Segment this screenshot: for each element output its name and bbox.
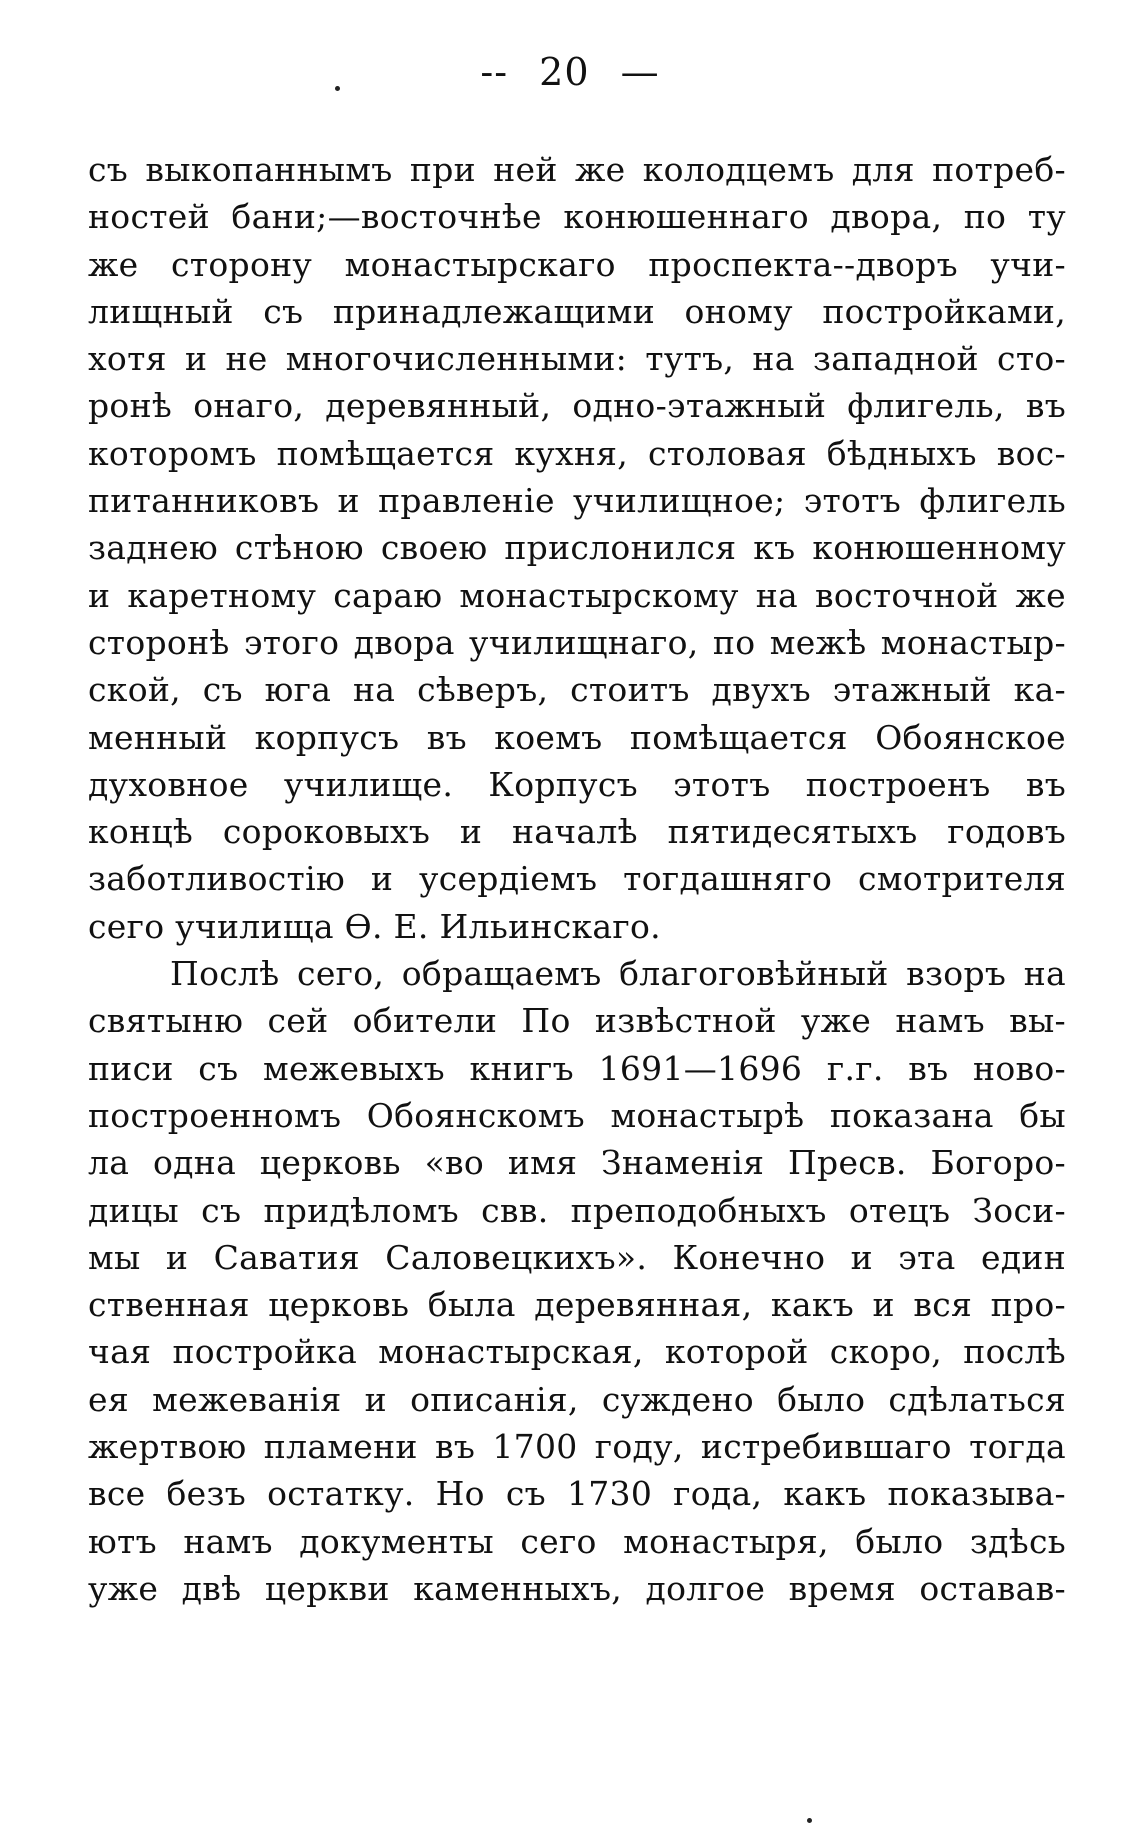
text-line: концѣ сороковыхъ и началѣ пятидесятыхъ годовъ [88,812,1066,852]
text-line: хотя и не многочисленными: тутъ, на западной сто- [88,339,1066,379]
text-line: лищный съ принадлежащими оному постройками, [88,291,1066,331]
text-line: святыню сей обители По извѣстной уже намъ вы- [88,1001,1066,1041]
text-line: ла одна церковь «во имя Знаменія Пресв. Богоро- [88,1143,1066,1183]
page-number: 20 [539,50,590,94]
text-line: сторонѣ этого двора училищнаго, по межѣ монастыр- [88,622,1066,662]
text-line: питанниковъ и правленіе училищное; этотъ флигель [88,481,1066,521]
text-line: писи съ межевыхъ книгъ 1691—1696 г.г. въ ново- [88,1048,1066,1088]
text-line: уже двѣ церкви каменныхъ, долгое время оставав- [88,1568,1066,1608]
text-line: съ выкопаннымъ при ней же колодцемъ для потреб- [88,150,1066,189]
text-line: ностей бани;—восточнѣе конюшеннаго двора, по ту [88,197,1066,237]
text-line: же сторону монастырскаго проспекта--дворъ учи- [88,244,1066,284]
text-line: менный корпусъ въ коемъ помѣщается Обоянское [88,717,1066,757]
text-line: жертвою пламени въ 1700 году, истребившаго тогда [88,1427,1066,1467]
text-line: построенномъ Обоянскомъ монастырѣ показана бы [88,1095,1066,1135]
text-line: мы и Саватия Саловецкихъ». Конечно и эта един [88,1237,1066,1277]
text-line: ютъ намъ документы сего монастыря, было здѣсь [88,1521,1066,1561]
page-header [0,50,1140,94]
paragraph-end-line: сего училища Ѳ. Е. Ильинскаго. [88,906,661,946]
paragraph-start-line: Послѣ сего, обращаемъ благоговѣйный взоръ на [170,954,1066,994]
print-speck [335,86,340,91]
text-line: заднею стѣною своею прислонился къ конюшенному [88,528,1066,568]
text-line: ственная церковь была деревянная, какъ и вся про- [88,1285,1066,1325]
text-line: которомъ помѣщается кухня, столовая бѣдныхъ вос- [88,433,1066,473]
body-text [88,146,1066,1612]
text-line: ронѣ онаго, деревянный, одно-этажный флигель, въ [88,386,1066,426]
text-line: все безъ остатку. Но съ 1730 года, какъ показыва- [88,1474,1066,1514]
print-speck [807,1818,812,1823]
text-line: ской, съ юга на сѣверъ, стоитъ двухъ этажный ка- [88,670,1066,710]
header-dash-right: — [620,50,660,94]
text-line: ея межеванія и описанія, суждено было сдѣлаться [88,1379,1066,1419]
text-line: дицы съ придѣломъ свв. преподобныхъ отецъ Зоси- [88,1190,1066,1230]
text-line: духовное училище. Корпусъ этотъ построенъ въ [88,764,1066,804]
text-line: и каретному сараю монастырскому на восточной же [88,575,1066,615]
header-dash-left: -- [480,50,509,94]
text-line: чая постройка монастырская, которой скоро, послѣ [88,1332,1066,1372]
text-line: заботливостію и усердіемъ тогдашняго смотрителя [88,859,1066,899]
